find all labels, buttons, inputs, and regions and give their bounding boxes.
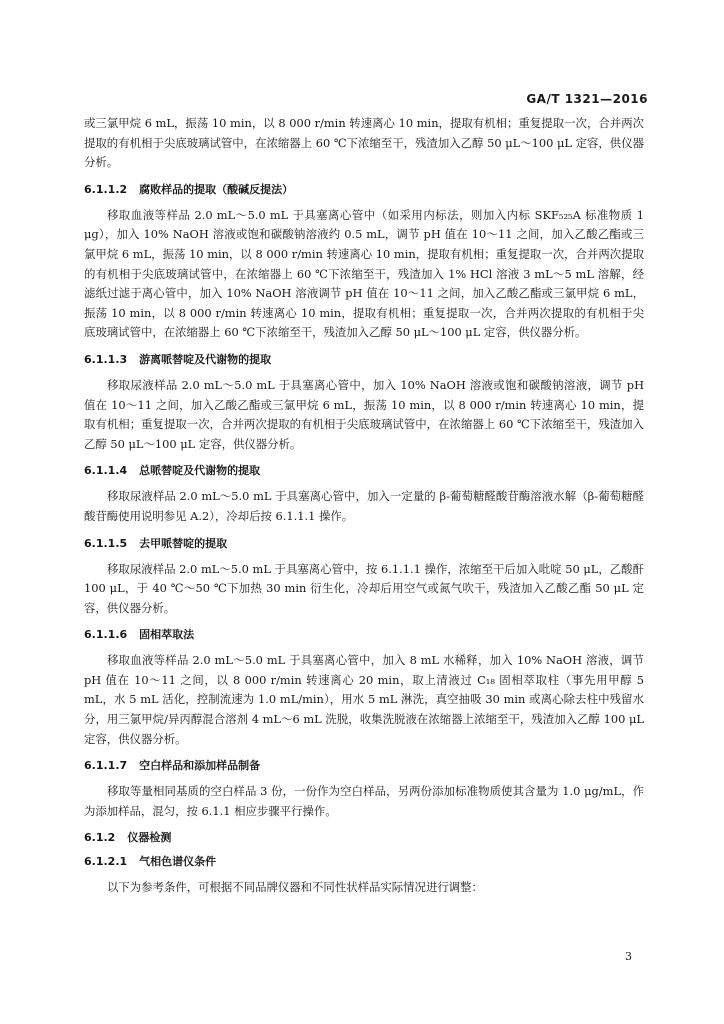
section-title: 空白样品和添加样品制备 — [139, 759, 261, 773]
paragraph: 或三氯甲烷 6 mL，振荡 10 min，以 8 000 r/min 转速离心 10 min，提取有机相；重复提取一次，合并两次提取的有机相于尖底玻璃试管中，在浓缩器上 60 ℃下浓缩至干，残渣加入乙醇 50 μL～100 μL 定容，供仪器分析。 — [84, 116, 644, 170]
section-title: 去甲哌替啶的提取 — [139, 536, 228, 550]
paragraph: 移取尿液样品 2.0 mL～5.0 mL 于具塞离心管中，加入一定量的 β-葡萄糖醛酸苷酶溶液水解（β-葡萄糖醛酸苷酶使用说明参见 A.2），冷却后按 6.1.1.1 操作。 — [84, 489, 644, 523]
section-title: 仪器检测 — [127, 831, 172, 845]
page-number: 3 — [625, 950, 632, 963]
section-number: 6.1.1.3 — [84, 352, 128, 366]
section-heading — [84, 830, 644, 845]
section-number: 6.1.1.5 — [84, 536, 128, 550]
paragraph: 移取血液等样品 2.0 mL～5.0 mL 于具塞离心管中，加入 8 mL 水稀释，加入 10% NaOH 溶液，调节 pH 值在 10～11 之间，以 8 000 r/min 转速离心 20 min，取上清液过 C₁₈ 固相萃取柱（事先用甲醇 5 mL，水 5 mL 活化，控制流速为 1.0 mL/min），用水 5 mL 淋洗，真空抽吸 30 min 或离心除去柱中残留水分，用三氯甲烷/异丙醇混合溶剂 4 mL～6 mL 洗脱，收集洗脱液在浓缩器上浓缩至干，残渣加入乙醇 100 μL 定容，供仪器分析。 — [84, 653, 644, 746]
section-number: 6.1.2 — [84, 831, 116, 845]
section-heading — [84, 463, 644, 478]
document-body — [84, 114, 644, 898]
paragraph: 移取血液等样品 2.0 mL～5.0 mL 于具塞离心管中（如采用内标法，则加入内标 SKF₅₂₅A 标准物质 1 μg），加入 10% NaOH 溶液或饱和碳酸钠溶液约 0.5 mL，调节 pH 值在 10～11 之间，加入乙酸乙酯或三氯甲烷 6 mL，振荡 10 min，以 8 000 r/min 转速离心 10 min，提取有机相；重复提取一次，合并两次提取的有机相于尖底玻璃试管中，在浓缩器上 60 ℃下浓缩至干，残渣加入 1% HCl 溶液 3 mL～5 mL 溶解，经滤纸过滤于离心管中，加入 10% NaOH 溶液调节 pH 值在 10～11 之间，加入乙酸乙酯或三氯甲烷 6 mL，振荡 10 min，以 8 000 r/min 转速离心 10 min，提取有机相；重复提取一次，合并两次提取的有机相于尖底玻璃试管中，在浓缩器上 60 ℃下浓缩至干，残渣加入乙醇 50 μL～100 μL 定容，供仪器分析。 — [84, 207, 644, 340]
section-number: 6.1.1.7 — [84, 759, 128, 773]
section-title: 腐败样品的提取（酸碱反提法） — [139, 182, 294, 196]
section-title: 总哌替啶及代谢物的提取 — [139, 464, 261, 478]
section-number: 6.1.2.1 — [84, 855, 128, 869]
section-heading — [84, 352, 644, 367]
section-heading — [84, 627, 644, 642]
paragraph: 移取尿液样品 2.0 mL～5.0 mL 于具塞离心管中，按 6.1.1.1 操作，浓缩至干后加入吡啶 50 μL，乙酸酐 100 μL，于 40 ℃～50 ℃下加热 30 min 衍生化，冷却后用空气或氮气吹干，残渣加入乙酸乙酯 50 μL 定容，供仪器分析。 — [84, 561, 644, 615]
paragraph: 移取尿液样品 2.0 mL～5.0 mL 于具塞离心管中，加入 10% NaOH 溶液或饱和碳酸钠溶液，调节 pH 值在 10～11 之间，加入乙酸乙酯或三氯甲烷 6 mL，振荡 10 min，以 8 000 r/min 转速离心 10 min，提取有机相；重复提取一次，合并两次提取的有机相于尖底玻璃试管中，在浓缩器上 60 ℃下浓缩至干，残渣加入乙醇 50 μL～100 μL 定容，供仪器分析。 — [84, 377, 644, 451]
paragraph: 移取等量相同基质的空白样品 3 份，一份作为空白样品，另两份添加标准物质使其含量为 1.0 μg/mL，作为添加样品，混匀，按 6.1.1 相应步骤平行操作。 — [84, 784, 644, 818]
section-title: 固相萃取法 — [139, 628, 195, 642]
section-heading — [84, 854, 644, 869]
section-title: 游离哌替啶及代谢物的提取 — [139, 352, 272, 366]
section-heading — [84, 758, 644, 773]
section-heading — [84, 182, 644, 197]
section-number: 6.1.1.6 — [84, 628, 128, 642]
paragraph: 以下为参考条件，可根据不同品牌仪器和不同性状样品实际情况进行调整： — [107, 880, 483, 895]
section-number: 6.1.1.4 — [84, 464, 128, 478]
section-heading — [84, 536, 644, 551]
standard-code-header: GA/T 1321—2016 — [526, 92, 648, 106]
section-number: 6.1.1.2 — [84, 182, 128, 196]
section-title: 气相色谱仪条件 — [139, 855, 217, 869]
